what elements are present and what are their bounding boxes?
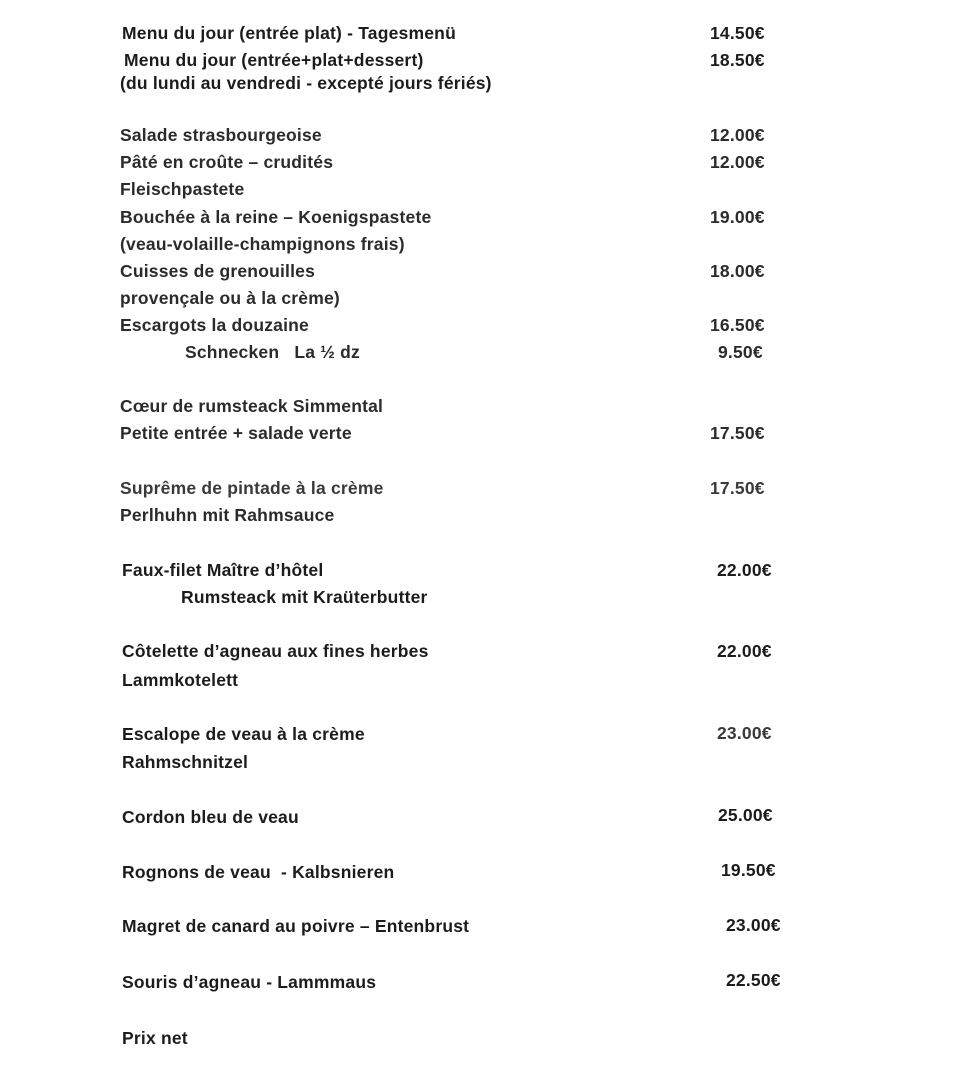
rognons-name: Rognons de veau - Kalbsnieren: [122, 862, 395, 882]
salade-name: Salade strasbourgeoise: [120, 125, 322, 145]
cotelette-sub: Lammkotelett: [122, 670, 239, 690]
daily-menu-2-price: 18.50€: [710, 50, 765, 70]
salade-price: 12.00€: [710, 125, 765, 145]
daily-menu-note: (du lundi au vendredi - excepté jours fériés): [120, 73, 492, 93]
bouchee-name: Bouchée à la reine – Koenigspastete: [120, 207, 432, 227]
escalope-sub: Rahmschnitzel: [122, 752, 249, 772]
magret-name: Magret de canard au poivre – Entenbrust: [122, 916, 470, 936]
cordon-name: Cordon bleu de veau: [122, 807, 299, 827]
faux-filet-name: Faux-filet Maître d’hôtel: [122, 560, 324, 580]
bouchee-price: 19.00€: [710, 207, 765, 227]
cotelette-name: Côtelette d’agneau aux fines herbes: [122, 641, 429, 661]
supreme-name: Suprême de pintade à la crème: [120, 478, 384, 498]
coeur-name: Cœur de rumsteack Simmental: [120, 396, 384, 416]
escalope-name: Escalope de veau à la crème: [122, 724, 365, 744]
escargots-sub-price: 9.50€: [718, 342, 763, 362]
daily-menu-2-name: Menu du jour (entrée+plat+dessert): [124, 50, 424, 70]
escargots-price: 16.50€: [710, 315, 765, 335]
cotelette-price: 22.00€: [717, 641, 772, 661]
escalope-price: 23.00€: [717, 723, 772, 743]
faux-filet-sub: Rumsteack mit Kraüterbutter: [181, 587, 428, 607]
supreme-price: 17.50€: [710, 478, 765, 498]
cordon-price: 25.00€: [718, 805, 773, 825]
cuisses-name: Cuisses de grenouilles: [120, 261, 316, 281]
coeur-sub: Petite entrée + salade verte: [120, 423, 352, 443]
footer-prix-net: Prix net: [122, 1028, 188, 1048]
daily-menu-1-name: Menu du jour (entrée plat) - Tagesmenü: [122, 23, 456, 43]
pate-price: 12.00€: [710, 152, 765, 172]
supreme-sub: Perlhuhn mit Rahmsauce: [120, 505, 335, 525]
cuisses-price: 18.00€: [710, 261, 765, 281]
bouchee-sub: (veau-volaille-champignons frais): [120, 234, 405, 254]
faux-filet-price: 22.00€: [717, 560, 772, 580]
escargots-name: Escargots la douzaine: [120, 315, 309, 335]
coeur-price: 17.50€: [710, 423, 765, 443]
souris-name: Souris d’agneau - Lammmaus: [122, 972, 377, 992]
pate-name: Pâté en croûte – crudités: [120, 152, 334, 172]
escargots-sub: Schnecken La ½ dz: [185, 342, 360, 362]
cuisses-sub: provençale ou à la crème): [120, 288, 340, 308]
rognons-price: 19.50€: [721, 860, 776, 880]
pate-sub: Fleischpastete: [120, 179, 245, 199]
souris-price: 22.50€: [726, 970, 781, 990]
daily-menu-1-price: 14.50€: [710, 23, 765, 43]
magret-price: 23.00€: [726, 915, 781, 935]
